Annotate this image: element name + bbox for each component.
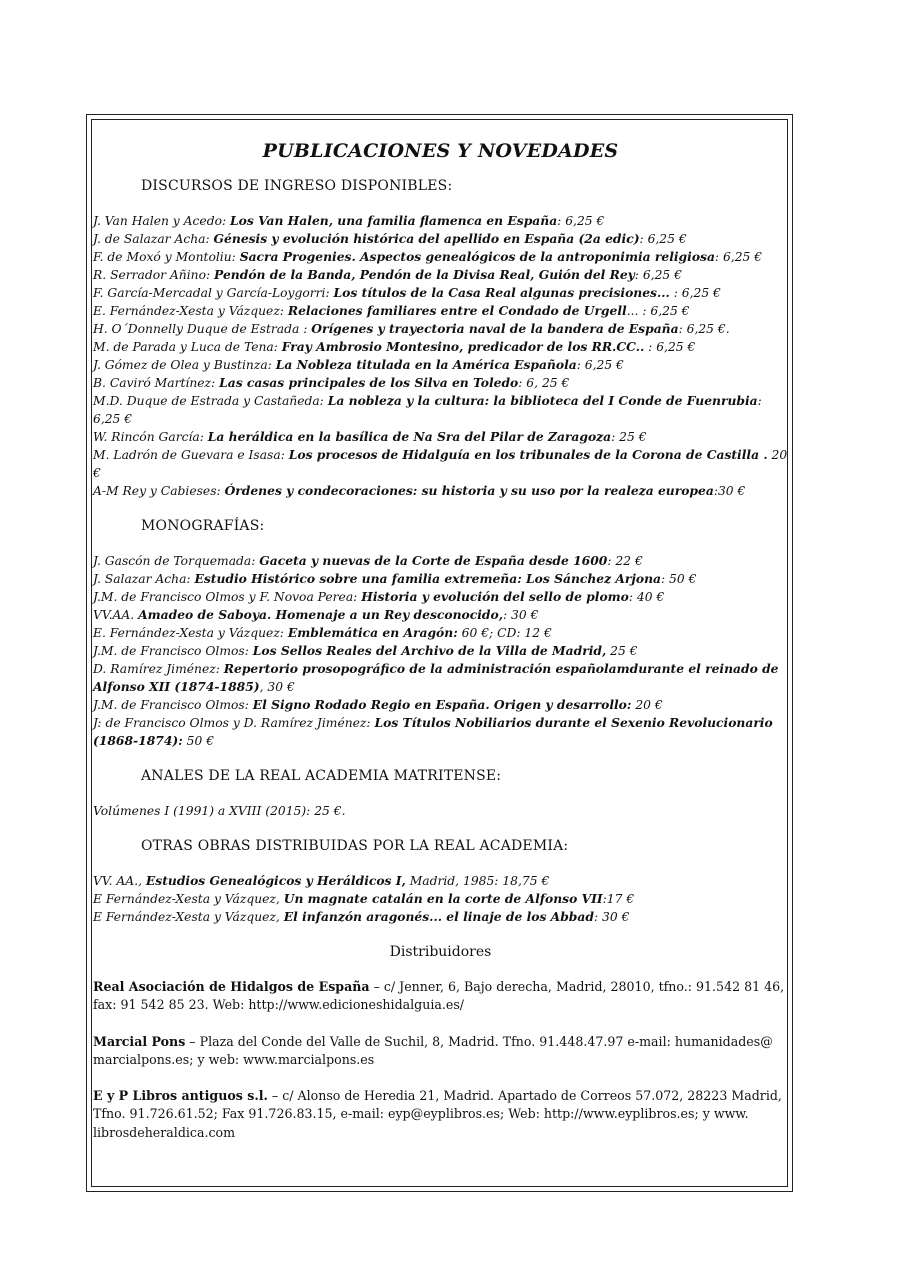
publication-title: Órdenes y condecoraciones: su historia y su uso por la realeza europea (224, 483, 714, 498)
publication-title: Los Sellos Reales del Archivo de la Villa de Madrid, (252, 643, 607, 658)
publication-author: J. Gascón de Torquemada: (93, 554, 260, 568)
publication-item (93, 642, 788, 660)
publication-author: M. de Parada y Luca de Tena: (93, 340, 282, 354)
publication-author: J.M. de Francisco Olmos y F. Novoa Perea: (93, 590, 362, 604)
publication-title: Los títulos de la Casa Real algunas precisiones... (333, 285, 670, 300)
section-heading-discursos: DISCURSOS DE INGRESO DISPONIBLES: (141, 178, 453, 194)
distributor-details: – c/ Jenner, 6, Bajo derecha, Madrid, 28010, tfno.: 91.542 81 46, fax: 91 542 85 23. Web: http://www.edicioneshidalguia.es/ (93, 979, 785, 1013)
publication-price: : 22 € (607, 554, 643, 568)
publication-item (93, 266, 788, 284)
publication-title: Génesis y evolución histórica del apellido en España (2a edic) (213, 231, 640, 246)
publication-item (93, 872, 788, 890)
publication-author: J. Van Halen y Acedo: (93, 214, 231, 228)
publication-title: Las casas principales de los Silva en Toledo (219, 375, 519, 390)
publication-author: F. de Moxó y Montoliu: (93, 250, 240, 264)
publication-title: Fray Ambrosio Montesino, predicador de los RR.CC.. (281, 339, 645, 354)
publication-price: , 30 € (259, 680, 295, 694)
distributors-list (93, 978, 788, 1142)
publication-price: : 6,25 € (644, 340, 696, 354)
publication-author: R. Serrador Añino: (93, 268, 215, 282)
publication-author: D. Ramírez Jiménez: (93, 662, 224, 676)
publication-title: Sacra Progenies. Aspectos genealógicos de la antroponimia religiosa (239, 249, 715, 264)
publication-price: ... : 6,25 € (626, 304, 690, 318)
publication-item (93, 446, 788, 482)
publication-price: 20 € (631, 698, 663, 712)
publication-price: :30 € (713, 484, 746, 498)
publication-item (93, 392, 788, 428)
publication-price: 50 € (182, 734, 215, 748)
publication-author: E. Fernández-Xesta y Vázquez: (93, 304, 288, 318)
publication-price: : 40 € (628, 590, 665, 604)
publication-title: Relaciones familiares entre el Condado de Urgell (287, 303, 627, 318)
section-heading-monografias: MONOGRAFÍAS: (141, 518, 265, 534)
publication-price: 20 € (93, 448, 788, 480)
publication-title: Gaceta y nuevas de la Corte de España desde 1600 (259, 553, 608, 568)
publication-author: VV. AA., (93, 874, 146, 888)
publication-item (93, 570, 788, 588)
publication-title: Los Títulos Nobiliarios durante el Sexenio Revolucionario (1868-1874): (93, 715, 773, 748)
publication-item (93, 606, 788, 624)
publication-title: La heráldica en la basílica de Na Sra del Pilar de Zaragoza (207, 429, 612, 444)
publication-item (93, 588, 788, 606)
publication-title: La nobleza y la cultura: la biblioteca del I Conde de Fuenrubia (327, 393, 758, 408)
publication-title: Pendón de la Banda, Pendón de la Divisa Real, Guión del Rey (214, 267, 635, 282)
distributor-entry (93, 1033, 788, 1070)
publication-author: J. Gómez de Olea y Bustinza: (93, 358, 276, 372)
publication-item (93, 482, 788, 500)
publication-title: El Signo Rodado Regio en España. Origen y desarrollo: (252, 697, 632, 712)
publication-price: : 50 € (660, 572, 697, 586)
section-heading-anales: ANALES DE LA REAL ACADEMIA MATRITENSE: (141, 768, 502, 784)
page-title: PUBLICACIONES Y NOVEDADES (262, 140, 619, 162)
publication-item (93, 660, 788, 696)
publication-author: J.M. de Francisco Olmos: (93, 644, 253, 658)
publication-author: E Fernández-Xesta y Vázquez, (93, 892, 284, 906)
publication-item (93, 552, 788, 570)
publication-title: Estudios Genealógicos y Heráldicos I, (145, 873, 406, 888)
publication-item (93, 802, 788, 820)
publication-item (93, 284, 788, 302)
distributor-entry (93, 978, 788, 1015)
publication-item (93, 714, 788, 750)
publication-author: H. O´Donnelly Duque de Estrada : (93, 322, 312, 336)
publication-item (93, 624, 788, 642)
publication-price: : 6, 25 € (518, 376, 570, 390)
publication-title: Emblemática en Aragón: (287, 625, 458, 640)
publication-author: J. de Salazar Acha: (93, 232, 214, 246)
section-heading-otras: OTRAS OBRAS DISTRIBUIDAS POR LA REAL ACADEMIA: (141, 838, 569, 854)
publication-item (93, 320, 788, 338)
publication-item (93, 302, 788, 320)
publication-title: Estudio Histórico sobre una familia extremeña: Los Sánchez Arjona (194, 571, 661, 586)
publication-price: : 6,25 € (639, 232, 687, 246)
publication-item (93, 890, 788, 908)
publication-title: Repertorio prosopográfico de la administración españolamdurante el reinado de Alfonso XII (1874-1885) (93, 661, 779, 694)
publication-item (93, 374, 788, 392)
publication-item (93, 212, 788, 230)
publication-item (93, 428, 788, 446)
distributor-details: – c/ Alonso de Heredia 21, Madrid. Apartado de Correos 57.072, 28223 Madrid, Tfno. 91.726.61.52; Fax 91.726.83.15, e-mail: eyp@eyplibros.es; Web: http://www.eyplibros.es; y www. librosdeheraldica.com (93, 1088, 782, 1140)
list-monografias (93, 552, 788, 750)
publication-price: 60 €; CD: 12 € (457, 626, 552, 640)
publication-item (93, 338, 788, 356)
publication-author: W. Rincón García: (93, 430, 208, 444)
publication-author: E. Fernández-Xesta y Vázquez: (93, 626, 288, 640)
distributor-entry (93, 1087, 788, 1142)
publication-title: Orígenes y trayectoria naval de la bandera de España (311, 321, 679, 336)
publication-item (93, 908, 788, 926)
publication-price: : 6,25 € (714, 250, 763, 264)
publication-title: Amadeo de Saboya. Homenaje a un Rey desconocido, (138, 607, 503, 622)
publication-author: VV.AA. (93, 608, 139, 622)
publication-author: J.M. de Francisco Olmos: (93, 698, 253, 712)
publication-author: A-M Rey y Cabieses: (93, 484, 225, 498)
publication-author: Volúmenes I (1991) a XVIII (2015): 25 €. (93, 804, 346, 818)
distributor-name: Real Asociación de Hidalgos de España (93, 979, 370, 994)
publication-price: : 30 € (593, 910, 630, 924)
publication-price: : 6,25 € (669, 286, 721, 300)
publication-price: : 6,25 € (634, 268, 682, 282)
distributor-details: – Plaza del Conde del Valle de Suchil, 8, Madrid. Tfno. 91.448.47.97 e-mail: humanidades@ marcialpons.es; y web: www.marcialpons.es (93, 1033, 773, 1067)
publication-author: F. García-Mercadal y García-Loygorri: (93, 286, 334, 300)
publication-author: M. Ladrón de Guevara e Isasa: (93, 448, 289, 462)
publication-title: Un magnate catalán en la corte de Alfonso VII (283, 891, 603, 906)
publication-item (93, 356, 788, 374)
publication-title: El infanzón aragonés... el linaje de los Abbad (283, 909, 594, 924)
publication-item (93, 696, 788, 714)
publication-price: : 25 € (611, 430, 647, 444)
distributor-name: Marcial Pons (93, 1033, 186, 1049)
publications-content (93, 140, 788, 1160)
list-discursos (93, 212, 788, 500)
publication-title: Los Van Halen, una familia flamenca en España (230, 213, 558, 228)
publication-price: Madrid, 1985: 18,75 € (405, 874, 550, 888)
publication-title: Los procesos de Hidalguía en los tribunales de la Corona de Castilla . (288, 447, 768, 462)
publication-price: :17 € (602, 892, 635, 906)
publication-author: J: de Francisco Olmos y D. Ramírez Jiménez: (93, 716, 375, 730)
publication-title: Historia y evolución del sello de plomo (361, 589, 629, 604)
publication-title: La Nobleza titulada en la América Española (275, 357, 577, 372)
list-otras (93, 872, 788, 926)
distributor-name: E y P Libros antiguos s.l. (93, 1088, 268, 1104)
publication-price: : 6,25 € (576, 358, 624, 372)
publication-item (93, 230, 788, 248)
publication-price: : 30 € (502, 608, 539, 622)
publication-author: M.D. Duque de Estrada y Castañeda: (93, 394, 328, 408)
publication-price: 25 € (606, 644, 638, 658)
list-anales (93, 802, 788, 820)
publication-author: B. Caviró Martínez: (93, 376, 220, 390)
publication-price: : 6,25 € (93, 394, 762, 426)
publication-item (93, 248, 788, 266)
publication-price: : 6,25 € (557, 214, 605, 228)
publication-price: : 6,25 €. (678, 322, 730, 336)
publication-author: J. Salazar Acha: (93, 572, 195, 586)
distributors-heading: Distribuidores (389, 944, 492, 960)
publication-author: E Fernández-Xesta y Vázquez, (93, 910, 284, 924)
